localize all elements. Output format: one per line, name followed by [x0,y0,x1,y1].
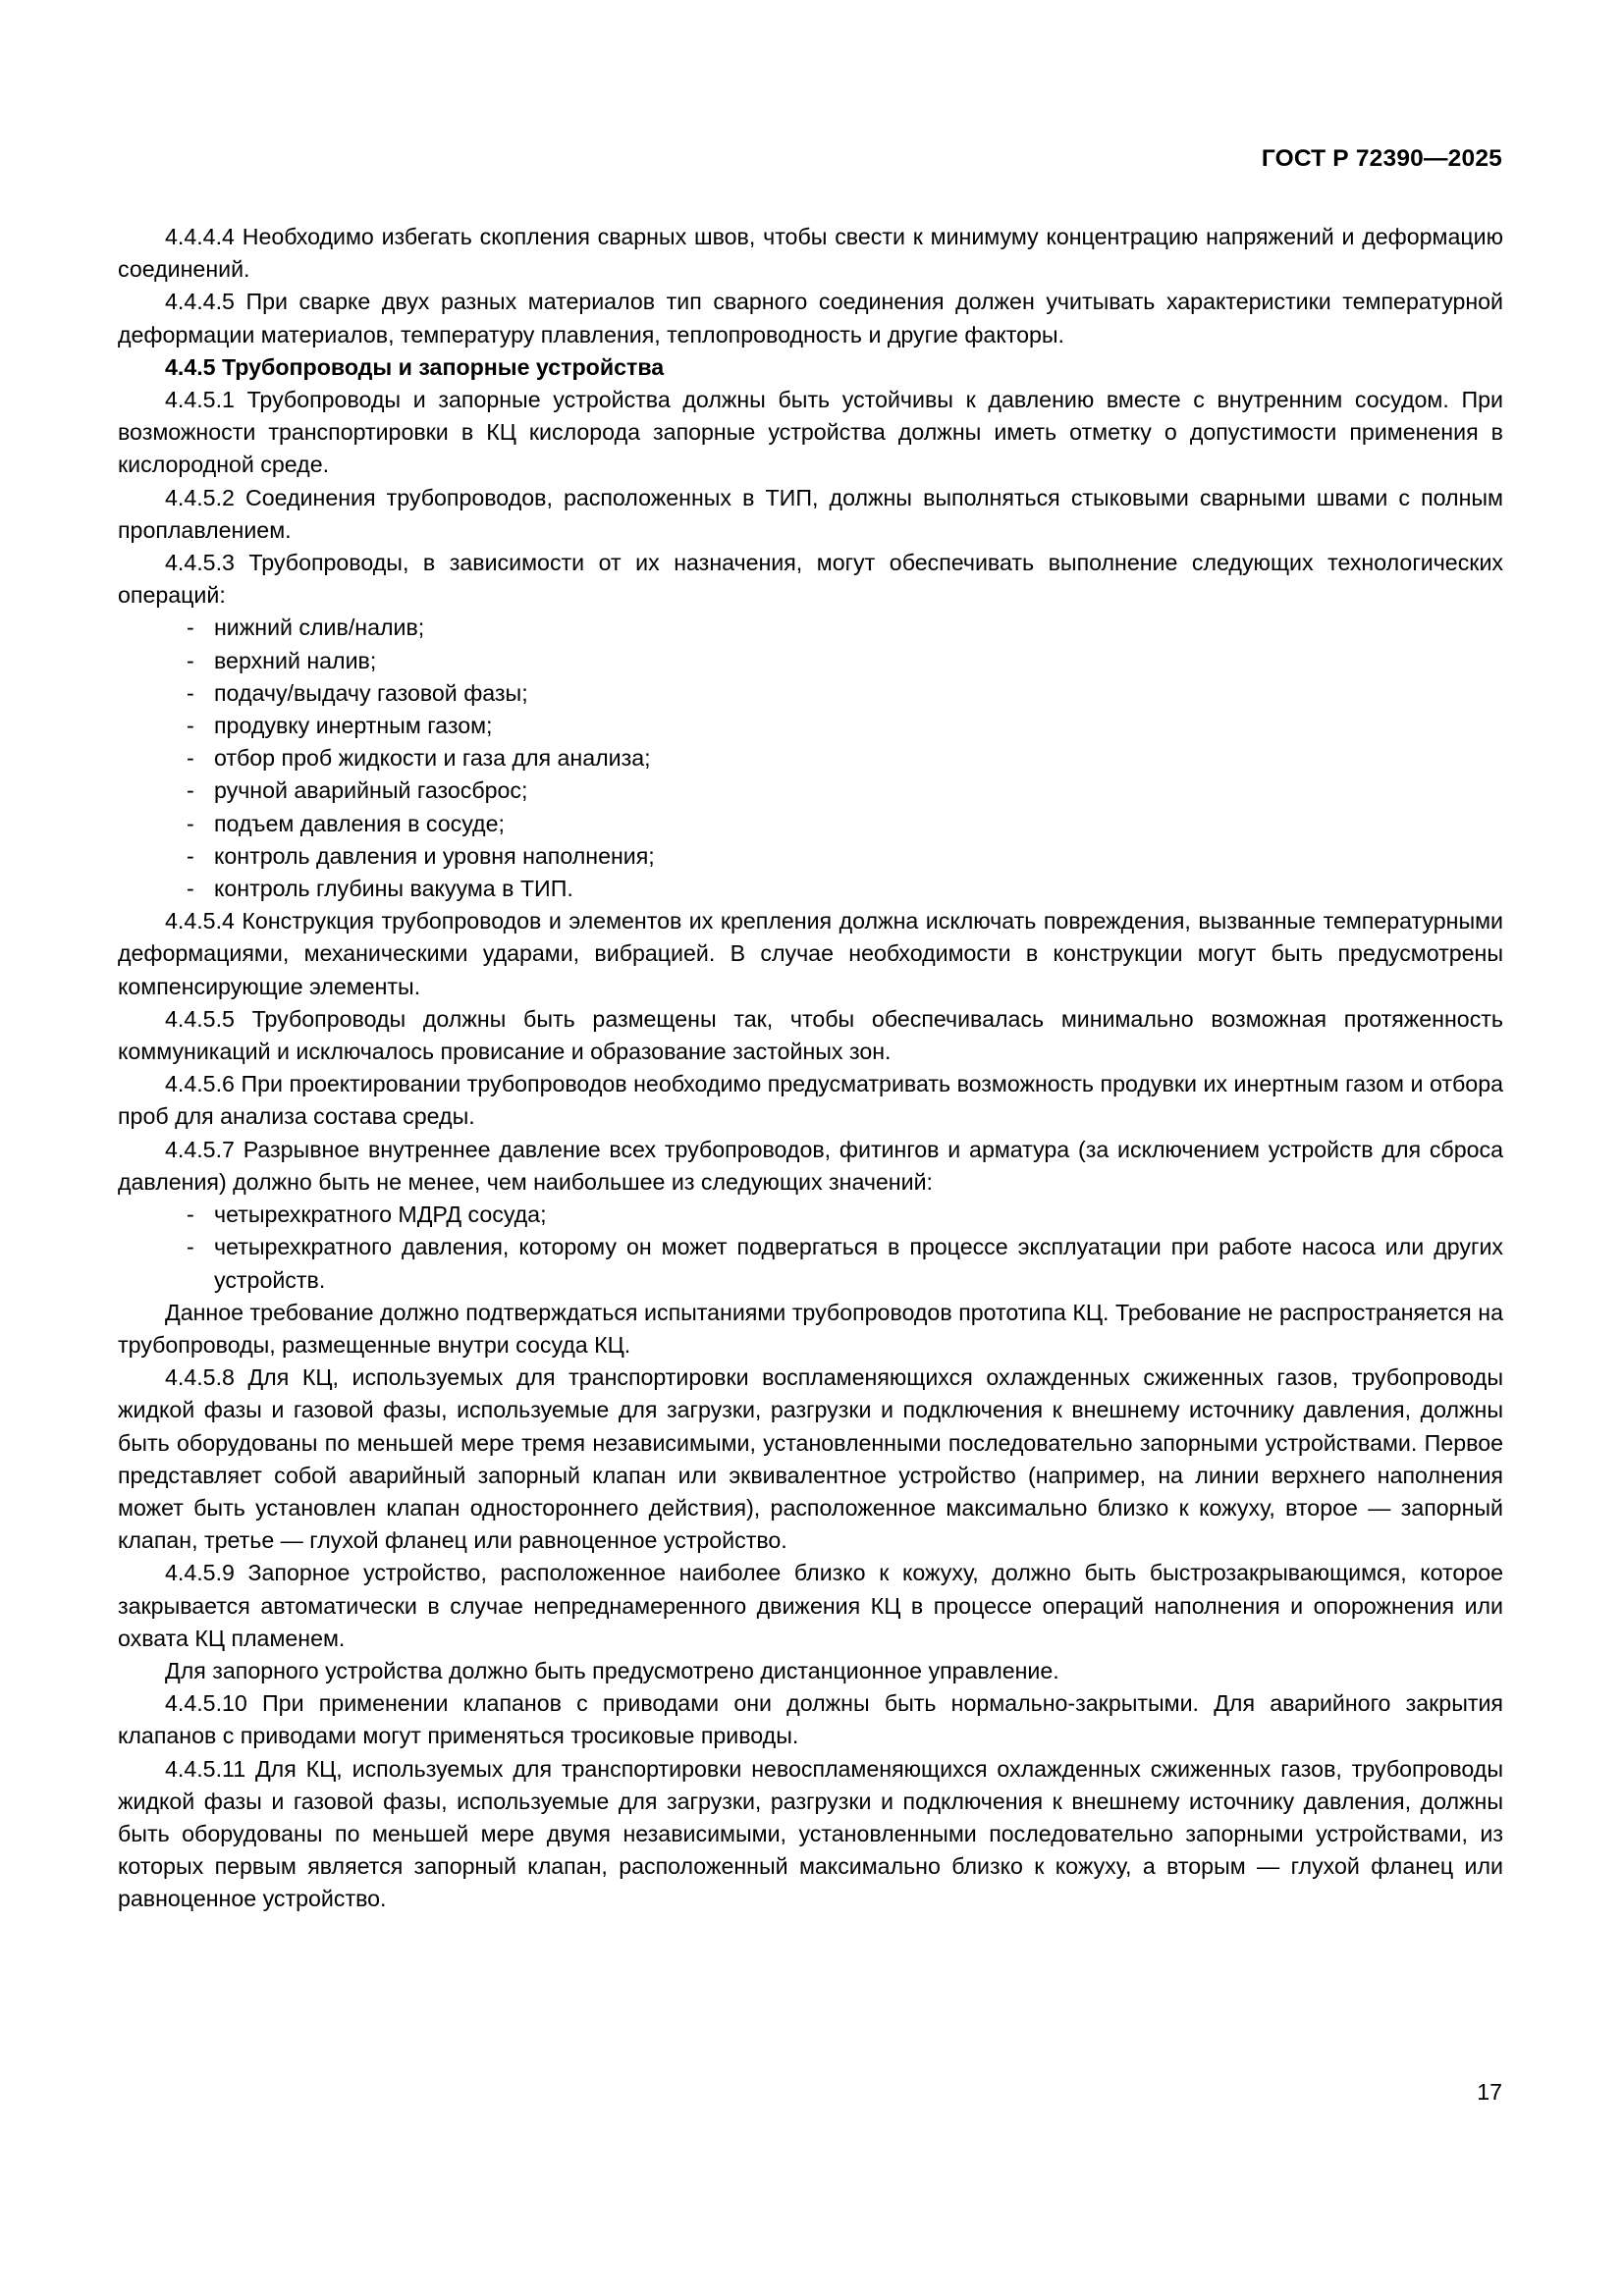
list-dash-icon: - [187,745,194,772]
list-item-label: ручной аварийный газосброс; [214,777,528,804]
list-dash-icon: - [187,1234,194,1260]
document-body [118,221,1503,1916]
list-item [118,677,1503,710]
list-dash-icon: - [187,876,194,902]
paragraph-note-remote-control: Для запорного устройства должно быть предусмотрено дистанционное управление. [165,1657,1059,1683]
page-number-value: 17 [1477,2079,1502,2105]
list-item [118,612,1503,644]
list-item [118,774,1503,807]
list-item [118,808,1503,840]
list-item [118,645,1503,677]
list-item-label: контроль давления и уровня наполнения; [214,842,655,869]
paragraph-4-4-4-5: 4.4.4.5 При сварке двух разных материалов тип сварного соединения должен учитывать характеристики температурной деформации материалов, температуру плавления, теплопроводность и другие факторы. [118,289,1503,347]
paragraph-4-4-5-6: 4.4.5.6 При проектировании трубопроводов необходимо предусматривать возможность продувки их инертным газом и отбора проб для анализа состава среды. [118,1071,1503,1130]
list-item-label: подъем давления в сосуде; [214,810,505,836]
pressure-values-list [118,1199,1503,1297]
paragraph-4-4-5-1: 4.4.5.1 Трубопроводы и запорные устройства должны быть устойчивы к давлению вместе с внутренним сосудом. При возможности транспортировки в КЦ кислорода запорные устройства должны иметь отметку о допустимости применения в кислородной среде. [118,387,1503,478]
operations-list [118,612,1503,905]
paragraph-4-4-5-4: 4.4.5.4 Конструкция трубопроводов и элементов их крепления должна исключать повреждения, вызванные температурными деформациями, механическими ударами, вибрацией. В случае необходимости в конструкции могут быть предусмотрены компенсирующие элементы. [118,908,1503,999]
paragraph-4-4-5-3: 4.4.5.3 Трубопроводы, в зависимости от их назначения, могут обеспечивать выполнение следующих технологических операций: [118,550,1503,609]
list-item-label: контроль глубины вакуума в ТИП. [214,876,573,902]
standard-number: ГОСТ Р 72390—2025 [1261,145,1502,172]
list-item-label: верхний налив; [214,647,377,673]
paragraph-4-4-5-2: 4.4.5.2 Соединения трубопроводов, расположенных в ТИП, должны выполняться стыковыми сварными швами с полным проплавлением. [118,484,1503,543]
list-dash-icon: - [187,777,194,804]
list-dash-icon: - [187,1201,194,1228]
list-item [118,1199,1503,1231]
list-item [118,840,1503,873]
paragraph-4-4-5-5: 4.4.5.5 Трубопроводы должны быть размещены так, чтобы обеспечивалась минимально возможная протяженность коммуникаций и исключалось провисание и образование застойных зон. [118,1005,1503,1065]
list-item-label: отбор проб жидкости и газа для анализа; [214,745,651,772]
paragraph-4-4-5-11: 4.4.5.11 Для КЦ, используемых для транспортировки невоспламеняющихся охлажденных сжиженных газов, трубопроводы жидкой фазы и газовой фазы, используемые для загрузки, разгрузки и подключения к внешнему источнику давления, должны быть оборудованы по меньшей мере двумя независимыми, установленными последовательно запорными устройствами, из которых первым является запорный клапан, расположенный максимально близко к кожуху, а вторым — глухой фланец или равноценное устройство. [118,1755,1503,1912]
paragraph-4-4-5-10: 4.4.5.10 При применении клапанов с приводами они должны быть нормально-закрытыми. Для аварийного закрытия клапанов с приводами могут применяться тросиковые приводы. [118,1690,1503,1749]
list-dash-icon: - [187,713,194,739]
list-item-label: четырехкратного давления, которому он может подвергаться в процессе эксплуатации при работе насоса или других устройств. [214,1234,1503,1293]
list-dash-icon: - [187,679,194,706]
page-number [0,2079,1502,2106]
paragraph-4-4-5-8: 4.4.5.8 Для КЦ, используемых для транспортировки воспламеняющихся охлажденных сжиженных газов, трубопроводы жидкой фазы и газовой фазы, используемые для загрузки, разгрузки и подключения к внешнему источнику давления, должны быть оборудованы по меньшей мере тремя независимыми, установленными последовательно запорными устройствами. Первое представляет собой аварийный запорный клапан или эквивалентное устройство (например, на линии верхнего наполнения может быть установлен клапан одностороннего действия), расположенное максимально близко к кожуху, второе — запорный клапан, третье — глухой фланец или равноценное устройство. [118,1364,1503,1554]
list-dash-icon: - [187,647,194,673]
list-item-label: продувку инертным газом; [214,713,493,739]
list-dash-icon: - [187,842,194,869]
list-item-label: четырехкратного МДРД сосуда; [214,1201,547,1228]
heading-4-4-5: 4.4.5 Трубопроводы и запорные устройства [165,353,665,380]
paragraph-note-prototype: Данное требование должно подтверждаться испытаниями трубопроводов прототипа КЦ. Требование не распространяется на трубопроводы, размещенные внутри сосуда КЦ. [118,1299,1503,1358]
list-item [118,710,1503,742]
list-item-label: подачу/выдачу газовой фазы; [214,679,528,706]
list-item-label: нижний слив/налив; [214,614,425,641]
page-header [118,145,1502,175]
paragraph-4-4-5-9: 4.4.5.9 Запорное устройство, расположенное наиболее близко к кожуху, должно быть быстрозакрывающимся, которое закрывается автоматически в случае непреднамеренного движения КЦ в процессе операций наполнения и опорожнения или охвата КЦ пламенем. [118,1560,1503,1651]
list-dash-icon: - [187,810,194,836]
paragraph-4-4-5-7: 4.4.5.7 Разрывное внутреннее давление всех трубопроводов, фитингов и арматура (за исключением устройств для сброса давления) должно быть не менее, чем наибольшее из следующих значений: [118,1136,1503,1195]
paragraph-4-4-4-4: 4.4.4.4 Необходимо избегать скопления сварных швов, чтобы свести к минимуму концентрацию напряжений и деформацию соединений. [118,224,1503,283]
list-item [118,1231,1503,1296]
list-dash-icon: - [187,614,194,641]
list-item [118,742,1503,774]
list-item [118,873,1503,905]
